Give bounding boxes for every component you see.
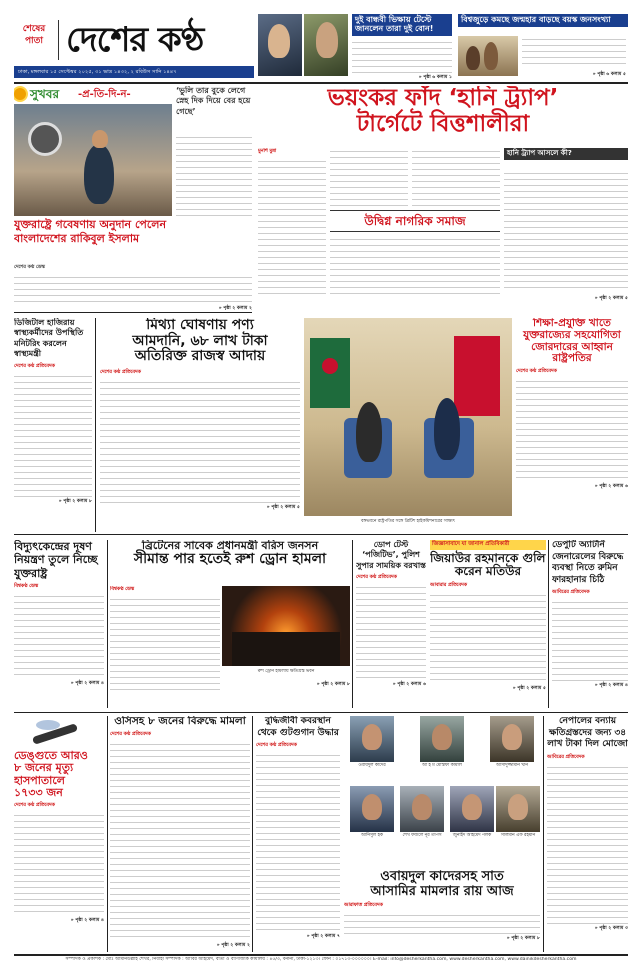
good-news-title: সুখবর <box>30 87 60 101</box>
teaser-photo-right <box>304 14 348 76</box>
footer-imprint: সম্পাদক ও প্রকাশক : মোঃ আমানউল্লাহ শেখর, নির্বাহী সম্পাদক : আবির আহমেদ, বার্তা ও বাণিজ্যিক কার্যালয় : ৪৫/৩, বনানী, ঢাকা-১২১৩। ফোন : ০১৭১৩-০০০০০০। E-mail: info@desherkantha.com, www.desherkantha.com, www.dainikdesherkantha.com <box>65 957 577 962</box>
story-scholar: বুদ্ধিজীবী কবরস্থান থেকে গুটগুগান উদ্ধার দেশের কণ্ঠ প্রতিবেদক » পৃষ্ঠা ২ কলাম ৭ <box>256 716 340 940</box>
false-declaration-more[interactable]: » পৃষ্ঠা ২ কলাম ৫ <box>266 505 300 511</box>
masthead-title: দেশের কণ্ঠ <box>66 20 204 60</box>
good-news-photo <box>14 104 172 216</box>
president-photo <box>304 318 512 516</box>
teaser-twin-sisters[interactable] <box>258 14 454 80</box>
masthead-rule <box>14 82 628 84</box>
story-power-pollution: বিদ্যুৎকেন্দ্রের দূষণ নিয়ন্ত্রণ তুলে নিচ্ছে যুক্তরাষ্ট্র বিশ্বকণ্ঠ ডেস্ক » পৃষ্ঠা ২ কলাম ৪ <box>14 540 104 687</box>
lead-headline: ভয়ংকর ফাঁদ ‘হানি ট্র্যাপ’ টার্গেটে বিত্তশালীরা <box>327 86 559 137</box>
boris-caption: রুশ ড্রোন হামলায় ক্ষতিগ্রস্ত ভবন <box>257 669 315 674</box>
accused-portrait: শেখ ফজলে নূর তাপস <box>400 786 444 844</box>
sun-icon <box>14 88 26 100</box>
mosquito-icon <box>14 716 104 750</box>
teaser-headline: বিশ্বজুড়ে কমছে জন্মহার বাড়ছে বয়স্ক জনসংখ্যা <box>458 14 628 27</box>
dope-test-more[interactable]: » পৃষ্ঠা ২ কলাম ৬ <box>392 682 426 688</box>
osman-more[interactable]: » পৃষ্ঠা ২ কলাম ২ <box>216 942 250 948</box>
power-pollution-more[interactable]: » পৃষ্ঠা ২ কলাম ৪ <box>70 681 104 687</box>
teaser-birthrate[interactable] <box>458 14 628 80</box>
teaser-headline: দুই বান্ধবী ভিক্ষায় টেস্টে জানলেন তারা দুই বোন! <box>352 14 452 36</box>
education-tech-more[interactable]: » পৃষ্ঠা ২ কলাম ৬ <box>594 484 628 489</box>
accused-portrait: জুনাইদ আহমেদ পলক <box>450 786 494 844</box>
story-dengue: ডেঙ্গুতে আরও ৮ জনের মৃত্যু হাসপাতালে ১৭৩৩ জন দেশের কণ্ঠ প্রতিবেদক » পৃষ্ঠা ২ কলাম ৪ <box>14 716 104 952</box>
lead-sub-headline-box: উদ্বিগ্ন নাগরিক সমাজ <box>330 210 500 232</box>
good-news-caption: যুক্তরাষ্ট্রে গবেষণায় অনুদান পেলেন বাংলাদেশের রাকিবুল ইসলাম <box>14 218 167 245</box>
accused-portrait: আ হ ম মোস্তফা কামাল <box>420 716 464 774</box>
lead-side-box: হানি ট্র্যাপ আসলে কী? <box>504 148 628 168</box>
story-dope-test: ডোপ টেস্ট ‘পজিটিভ’, পুলিশ সুপার সাময়িক বরখাস্ত দেশের কণ্ঠ প্রতিবেদক » পৃষ্ঠা ২ কলাম ৬ <box>356 540 426 688</box>
scholar-more[interactable]: » পৃষ্ঠা ২ কলাম ৭ <box>306 934 340 940</box>
story-boris: ব্রিটেনের সাবেক প্রধানমন্ত্রী বরিস জনসন সীমান্ত পার হতেই রুশ ড্রোন হামলা <box>133 540 327 568</box>
boris-more[interactable]: » পৃষ্ঠা ২ কলাম ৮ <box>316 682 350 687</box>
masthead-tag: শেষের পাতা <box>22 24 46 46</box>
accused-portrait: ওবায়দুল কাদের <box>350 716 394 774</box>
masthead-divider <box>58 20 59 60</box>
story-obaidul: ওবায়দুল কাদেরসহ সাত আসামির মামলার রায় আজ আরাফাত প্রতিবেদক » পৃষ্ঠা ২ কলাম ৮ <box>344 870 540 942</box>
story-education-tech: শিক্ষা-প্রযুক্তি খাতে যুক্তরাজ্যের সহযোগিতা জোরদারের আহ্বান রাষ্ট্রপতির দেশের কণ্ঠ প্রতিবেদক » পৃষ্ঠা ২ কলাম ৬ <box>516 318 628 489</box>
story-false-declaration: মিথ্যা ঘোষণায় পণ্য আমদানি, ৬৮ লাখ টাকা অতিরিক্ত রাজস্ব আদায় দেশের কণ্ঠ প্রতিবেদক » পৃষ্ঠা ২ কলাম ৫ <box>100 318 300 511</box>
teaser-photo-left <box>258 14 302 76</box>
story-osman: ওসিসহ ৮ জনের বিরুদ্ধে মামলা দেশের কণ্ঠ প্রতিবেদক » পৃষ্ঠা ২ কলাম ২ <box>110 716 250 948</box>
good-news-quote: ‘ভুলি তার বুকে লেগে স্নেহ দিক দিয়ে বের হয়ে গেছে’ <box>176 86 251 116</box>
dateline-bar <box>14 66 254 78</box>
dengue-more[interactable]: » পৃষ্ঠা ২ কলাম ৪ <box>70 918 104 924</box>
story-deputy-attorney: ডেপুটি অ্যাটর্নি জেনারেলের বিরুদ্ধে ব্যবস্থা নিতে রুমিন ফারহানার চিঠি আবিরের প্রতিবেদক » পৃষ্ঠা ২ কলাম ৪ <box>552 540 628 689</box>
story-nepal: নেপালের বন্যায় ক্ষতিগ্রস্তদের জন্য ৩৪ লাখ টাকা দিল মোজো আবিরের প্রতিবেদক » পৃষ্ঠা ২ কলাম ৩ <box>547 716 628 931</box>
accused-portrait: আসাদুজ্জামান খান <box>490 716 534 774</box>
teaser-more[interactable]: » পৃষ্ঠা ৬ কলাম ৫ <box>592 72 626 77</box>
accused-portrait: আনিসুল হক <box>350 786 394 844</box>
teaser-photo-crowd <box>458 36 518 76</box>
teaser-more[interactable]: » পৃষ্ঠা ৬ কলাম ১ <box>418 74 452 80</box>
digital-attendance-more[interactable]: » পৃষ্ঠা ২ কলাম ৮ <box>58 498 92 504</box>
deputy-attorney-more[interactable]: » পৃষ্ঠা ২ কলাম ৪ <box>594 683 628 689</box>
good-news-subtitle: -প্র-তি-দি-ন- <box>78 89 131 100</box>
lead-more[interactable]: » পৃষ্ঠা ২ কলাম ৫ <box>594 296 628 301</box>
story-zia: জিজ্ঞাসাবাদে যা জানাল প্রতিবিকারী জিয়াউর রহমানকে গুলি করেন মতিউর আবারার প্রতিবেদক » পৃষ্ঠা ২ কলাম ৫ <box>430 541 546 691</box>
accused-portrait: সালমান এফ রহমান <box>496 786 540 844</box>
dateline: ঢাকা, মঙ্গলবার ১৫ সেপ্টেম্বর ২০২৫, ৩১ ভাদ্র ১৪৩২, ২ রবিউস সানি ১৪৪৭ <box>18 69 177 75</box>
good-news-banner <box>14 86 172 102</box>
accused-portraits <box>344 716 540 868</box>
president-caption: বঙ্গভবনে রাষ্ট্রপতির সঙ্গে ব্রিটিশ হাইকমিশনারের সাক্ষাৎ <box>360 519 456 524</box>
nepal-more[interactable]: » পৃষ্ঠা ২ কলাম ৩ <box>594 925 628 931</box>
story-digital-attendance: ডিজিটাল হাজিরায় স্বাস্থ্যকর্মীদের উপস্থিতি মনিটরিং করলেন স্বাস্থ্যমন্ত্রী দেশের কণ্ঠ প্রতিবেদক » পৃষ্ঠা ২ কলাম ৮ <box>14 318 92 504</box>
obaidul-more[interactable]: » পৃষ্ঠা ২ কলাম ৮ <box>506 936 540 942</box>
zia-more[interactable]: » পৃষ্ঠা ২ কলাম ৫ <box>512 685 546 691</box>
drone-attack-photo <box>222 586 350 666</box>
good-news-more[interactable]: » পৃষ্ঠা ২ কলাম ২ <box>218 306 252 310</box>
